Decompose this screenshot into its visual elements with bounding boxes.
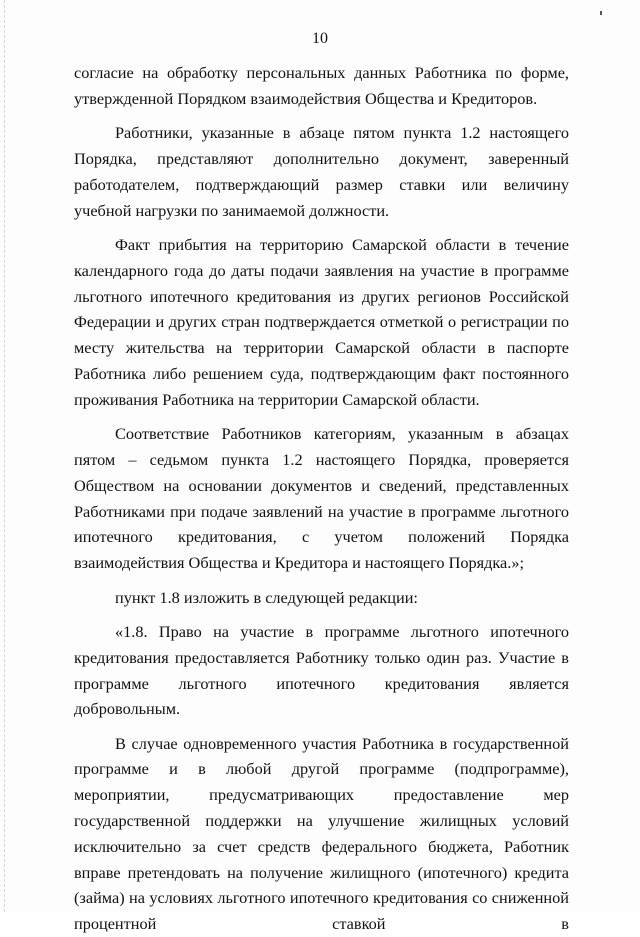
document-body [74, 60, 569, 937]
paragraph-clause-1-8-intro: пункт 1.8 изложить в следующей редакции: [115, 587, 418, 607]
paragraph-category-compliance: Соответствие Работников категориям, указанным в абзацах пятом – седьмом пункта 1.2 настоящего Порядка, проверяется Обществом на основании документов и сведений, представленных Работниками при подаче заявлений на участие в программе льготного ипотечного кредитования, с учетом положений Порядка взаимодействия Общества и Кредитора и настоящего Порядка.»; [74, 424, 569, 573]
paragraph-workers-rate: Работники, указанные в абзаце пятом пункта 1.2 настоящего Порядка, представляют дополнительно документ, заверенный работодателем, подтверждающий размер ставки или величину учебной нагрузки по занимаемой должности. [74, 123, 569, 220]
paragraph-simultaneous-participation: В случае одновременного участия Работника в государственной программе и в любой другой программе (подпрограмме), мероприятии, предусматривающих предоставление мер государственной поддержки на улучшение жилищных условий исключительно за счет средств федерального бюджета, Работник вправе претендовать на получение жилищного (ипотечного) кредита (займа) на условиях льготного ипотечного кредитования со сниженной процентной ставкой в [74, 733, 569, 934]
paragraph-arrival-fact: Факт прибытия на территорию Самарской области в течение календарного года до даты подачи заявления на участие в программе льготного ипотечного кредитования из других регионов Российской Федерации и других стран подтверждается отметкой о регистрации по месту жительства на территории Самарской области в паспорте Работника либо решением суда, подтверждающим факт постоянного проживания Работника на территории Самарской области. [74, 234, 569, 409]
paragraph-clause-1-8: «1.8. Право на участие в программе льготного ипотечного кредитования предоставляется Работнику только один раз. Участие в программе льготного ипотечного кредитования является добровольным. [74, 621, 569, 719]
scan-left-edge [4, 0, 5, 912]
paragraph-consent: согласие на обработку персональных данных Работника по форме, утвержденной Порядком взаимодействия Общества и Кредиторов. [74, 63, 569, 108]
page-number: 10 [312, 30, 328, 47]
scan-speck [600, 11, 602, 15]
